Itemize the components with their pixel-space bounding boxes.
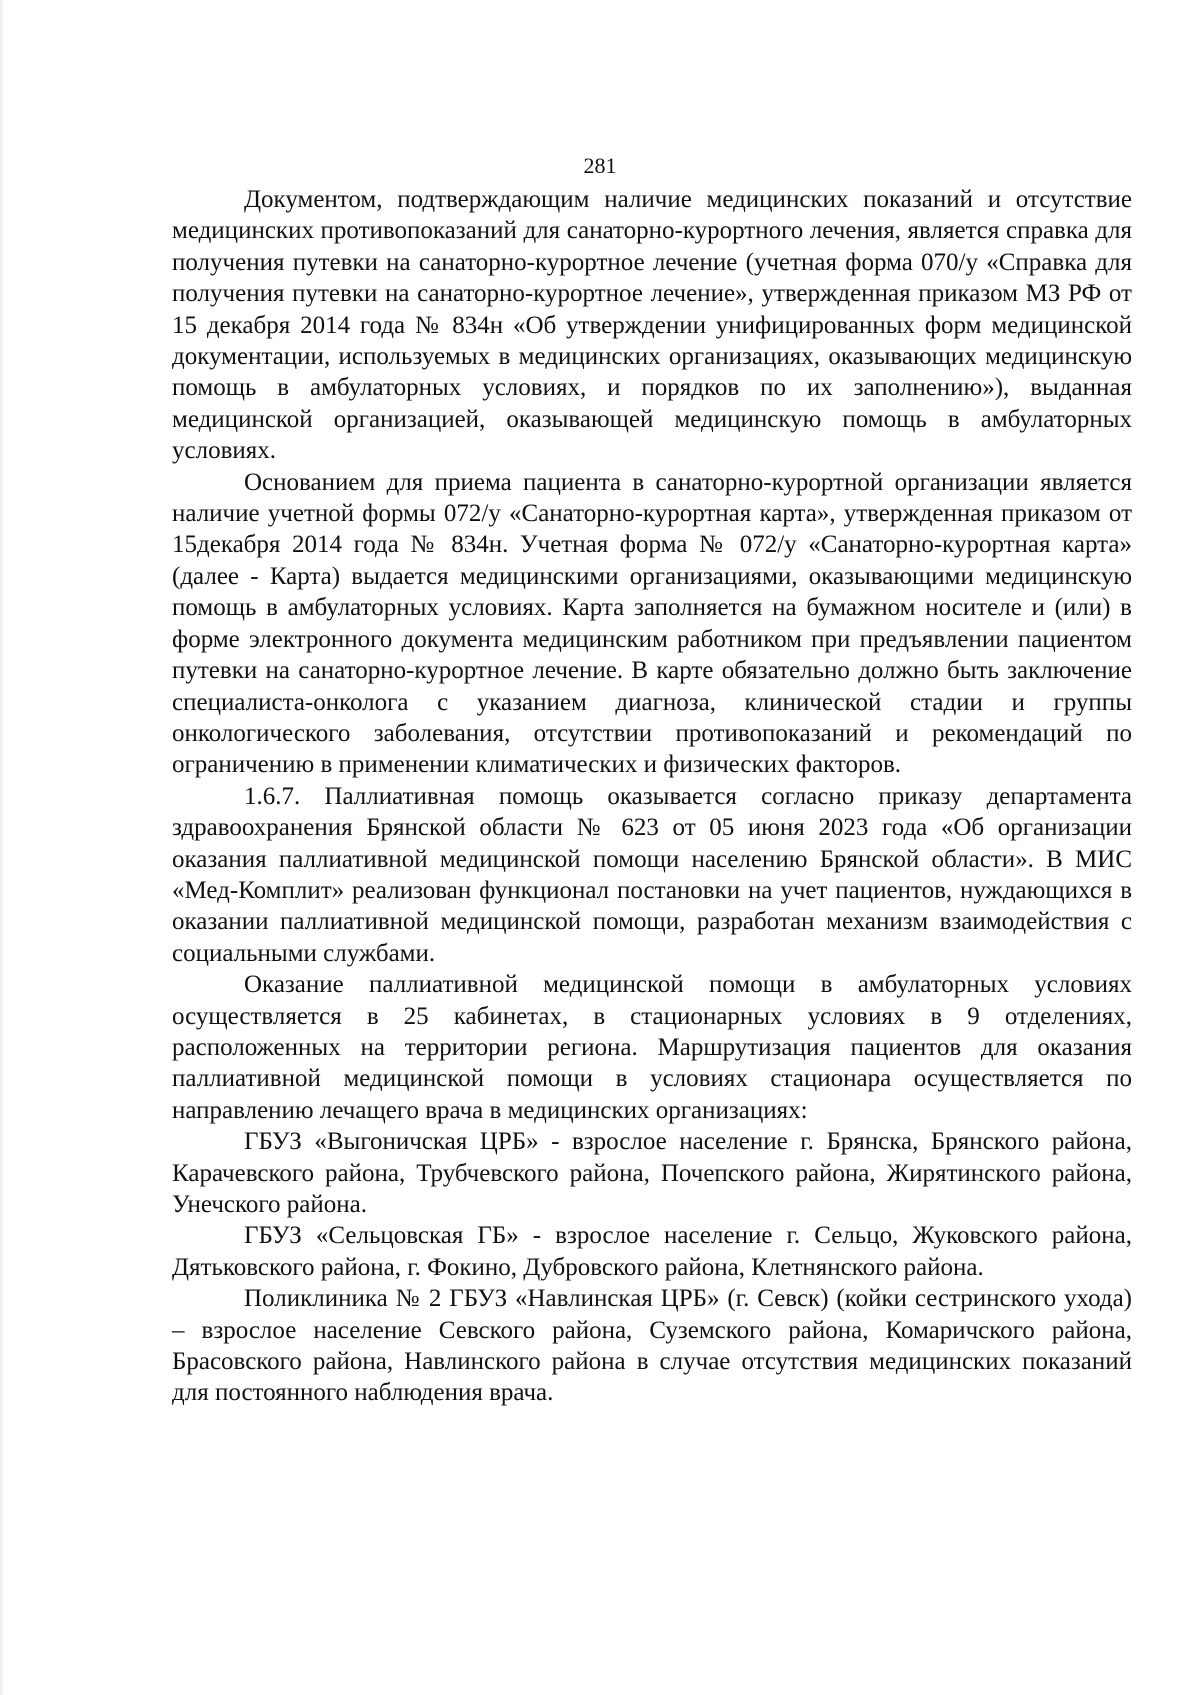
- scan-edge: [0, 0, 3, 1695]
- paragraph-seltso-hospital: ГБУЗ «Сельцовская ГБ» - взрослое население г. Сельцо, Жуковского района, Дятьковского района, г. Фокино, Дубровского района, Клетнянского района.: [172, 1222, 1132, 1281]
- paragraph-palliative-care-order: 1.6.7. Паллиативная помощь оказывается согласно приказу департамента здравоохранения Брянской области № 623 от 05 июня 2023 года «Об организации оказания паллиативной медицинской помощи населению Брянской области». В МИС «Мед-Комплит» реализован функционал постановки на учет пациентов, нуждающихся в оказании паллиативной медицинской помощи, разработан механизм взаимодействия с социальными службами.: [172, 782, 1132, 967]
- paragraph-navlya-polyclinic: Поликлиника № 2 ГБУЗ «Навлинская ЦРБ» (г. Севск) (койки сестринского ухода) – взрослое население Севского района, Суземского района, Комаричского района, Брасовского района, Навлинского района в случае отсутствия медицинских показаний для постоянного наблюдения врача.: [172, 1285, 1132, 1407]
- paragraph-sanatorium-certificate: Документом, подтверждающим наличие медицинских показаний и отсутствие медицинских противопоказаний для санаторно-курортного лечения, является справка для получения путевки на санаторно-курортное лечение (учетная форма 070/у «Справка для получения путевки на санаторно-курортное лечение», утвержденная приказом МЗ РФ от 15 декабря 2014 года № 834н «Об утверждении унифицированных форм медицинской документации, используемых в медицинских организациях, оказывающих медицинскую помощь в амбулаторных условиях, и порядков по их заполнению»), выданная медицинской организацией, оказывающей медицинскую помощь в амбулаторных условиях.: [172, 186, 1132, 465]
- paragraph-palliative-care-capacity: Оказание паллиативной медицинской помощи в амбулаторных условиях осуществляется в 25 кабинетах, в стационарных условиях в 9 отделениях, расположенных на территории региона. Маршрутизация пациентов для оказания паллиативной медицинской помощи в условиях стационара осуществляется по направлению лечащего врача в медицинских организациях:: [172, 971, 1132, 1124]
- document-body: [172, 184, 1132, 1409]
- paragraph-sanatorium-card: Основанием для приема пациента в санаторно-курортной организации является наличие учетной формы 072/у «Санаторно-курортная карта», утвержденная приказом от 15декабря 2014 года № 834н. Учетная форма № 072/у «Санаторно-курортная карта» (далее - Карта) выдается медицинскими организациями, оказывающими медицинскую помощь в амбулаторных условиях. Карта заполняется на бумажном носителе и (или) в форме электронного документа медицинским работником при предъявлении пациентом путевки на санаторно-курортное лечение. В карте обязательно должно быть заключение специалиста-онколога с указанием диагноза, клинической стадии и группы онкологического заболевания, отсутствии противопоказаний и рекомендаций по ограничению в применении климатических и физических факторов.: [172, 468, 1132, 779]
- paragraph-vygonichi-hospital: ГБУЗ «Выгоничская ЦРБ» - взрослое население г. Брянска, Брянского района, Карачевского района, Трубчевского района, Почепского района, Жирятинского района, Унечского района.: [172, 1128, 1132, 1218]
- page-number: 281: [583, 153, 617, 178]
